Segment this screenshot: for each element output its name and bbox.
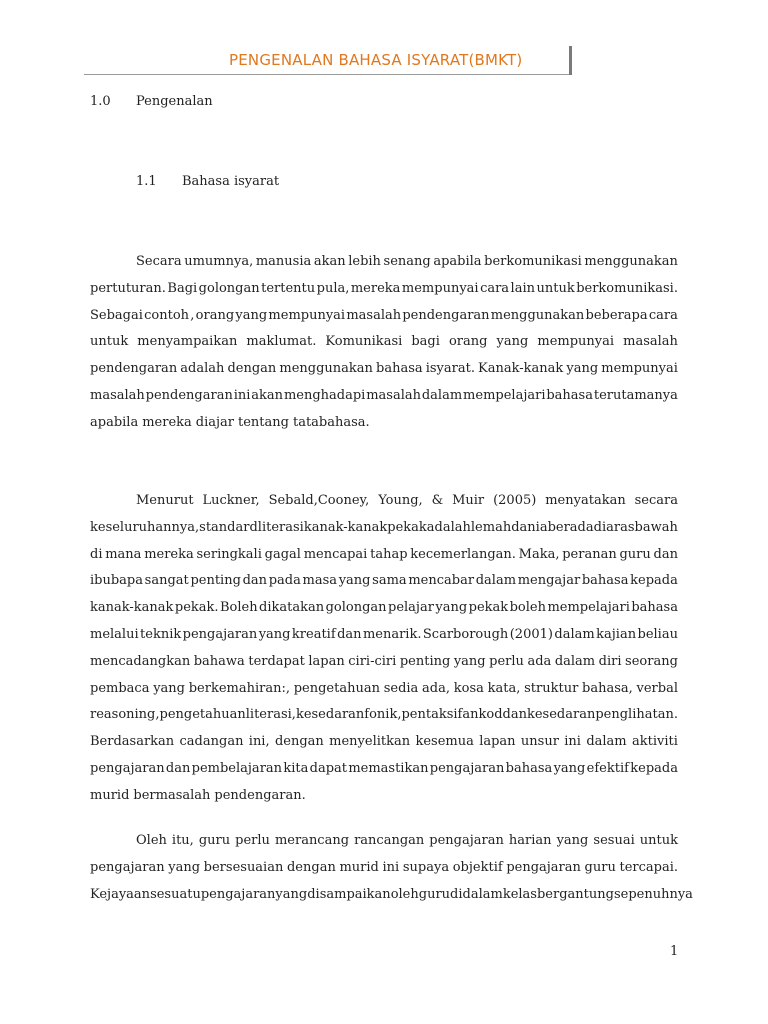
word: masa: [302, 573, 338, 589]
word: (2005): [493, 493, 537, 508]
word: mempunyai: [268, 307, 346, 323]
word: itu,: [171, 833, 194, 848]
word: tahap: [370, 546, 408, 562]
word: ini,: [248, 734, 270, 750]
word: pengajaran: [429, 760, 505, 776]
word: yang: [258, 626, 291, 642]
word: cara: [480, 280, 510, 296]
word: struktur: [524, 680, 579, 696]
word: yang: [496, 334, 529, 350]
word: mempunyai: [601, 361, 678, 377]
word: berkemahiran:,: [188, 680, 290, 696]
word: tertentu: [261, 280, 316, 296]
word: berkomunikasi.: [576, 280, 678, 296]
word: yang: [235, 307, 268, 323]
word: pengetahuan: [293, 680, 380, 696]
word: mencadangkan: [90, 653, 191, 669]
paragraph-1: [90, 249, 678, 437]
word: contoh: [144, 307, 190, 323]
word: dapat: [309, 760, 348, 776]
word: dan: [242, 573, 268, 589]
word: bahasa: [631, 600, 678, 616]
word: pekak.: [174, 600, 219, 616]
word: lapan: [308, 653, 345, 669]
word: masalah: [346, 307, 402, 323]
word: sedia: [383, 680, 419, 696]
word: Berdasarkan: [90, 734, 175, 750]
paragraph-line: [90, 488, 678, 515]
word: mempelajari: [463, 387, 546, 403]
word: kesedaran: [295, 707, 365, 723]
paragraph-line: [90, 595, 678, 622]
word: pendengaran: [90, 361, 178, 377]
word: mereka: [142, 414, 192, 430]
word: bahasa: [505, 760, 553, 776]
word: berada: [547, 519, 594, 535]
word: harian: [508, 833, 552, 848]
word: untuk: [90, 334, 129, 350]
word: golongan: [325, 600, 387, 616]
paragraph-2: [90, 488, 678, 810]
paragraph-line: [90, 702, 678, 729]
word: masalah: [623, 334, 678, 350]
word: bermasalah: [133, 787, 211, 803]
word: dalam: [586, 734, 627, 750]
word: Sebald,Cooney,: [268, 493, 370, 508]
word: mempunyai: [401, 280, 479, 296]
word: keseluruhannya,: [90, 519, 200, 535]
paragraph-3: [90, 828, 693, 908]
word: fonik,: [364, 707, 402, 723]
word: penting: [190, 573, 241, 589]
word: maklumat.: [246, 334, 317, 350]
word: masalah: [90, 387, 145, 403]
word: pekak: [468, 600, 509, 616]
word: pengetahuan: [159, 707, 246, 723]
word: menyatakan: [545, 493, 626, 508]
word: boleh: [509, 600, 546, 616]
section-number: 1.1: [136, 174, 157, 189]
word: dalam: [554, 653, 596, 669]
word: orang: [448, 334, 488, 350]
paragraph-line: [90, 356, 678, 383]
word: pengajaran: [90, 760, 165, 776]
word: ini: [382, 859, 400, 875]
word: &: [431, 493, 444, 508]
word: peranan: [562, 546, 617, 562]
word: menggunakan: [279, 361, 373, 377]
word: Menurut: [136, 493, 194, 508]
word: pentaksifan: [401, 707, 479, 723]
word: senang: [383, 254, 431, 269]
word: dan: [511, 519, 536, 535]
word: bahasa: [376, 361, 423, 377]
word: pendengaran: [145, 387, 233, 403]
word: masalah: [366, 387, 421, 403]
word: perlu: [489, 653, 524, 669]
word: kelasbergantung: [502, 886, 614, 902]
word: diajar: [195, 414, 235, 430]
word: dengan: [286, 859, 336, 875]
word: sesuatu: [150, 886, 201, 902]
word: pada: [268, 573, 301, 589]
word: menyampaikan: [137, 334, 238, 350]
word: seorang: [625, 653, 678, 669]
word: kreatif: [291, 626, 336, 642]
word: menggunakan: [584, 254, 678, 269]
word: merancang: [274, 833, 350, 848]
word: kajian: [596, 626, 637, 642]
word: sama: [372, 573, 407, 589]
word: Scarborough: [422, 626, 509, 642]
word: guru: [584, 859, 616, 875]
word: pelajar: [388, 600, 434, 616]
word: tatabahasa.: [292, 414, 370, 430]
word: dan: [165, 760, 191, 776]
word: yang: [553, 760, 586, 776]
section-title: Pengenalan: [136, 94, 213, 109]
word: bawah: [634, 519, 678, 535]
word: dengan: [227, 361, 277, 377]
word: lebih: [348, 254, 381, 269]
paragraph-line: [90, 756, 678, 783]
page-number: 1: [670, 944, 679, 959]
word: di: [90, 546, 103, 562]
word: terdapat: [248, 653, 305, 669]
word: Oleh: [136, 833, 167, 848]
word: ini: [233, 387, 251, 403]
word: verbal: [636, 680, 678, 696]
word: Secara: [136, 254, 182, 269]
paragraph-line: [90, 649, 678, 676]
word: pengajaran: [429, 833, 504, 848]
word: yang: [556, 833, 589, 848]
paragraph-line: [90, 783, 678, 810]
word: supaya: [402, 859, 450, 875]
paragraph-line: [90, 542, 678, 569]
word: di: [593, 519, 607, 535]
word: lain: [510, 280, 535, 296]
word: Kejayaan: [90, 886, 151, 902]
word: pengajaran: [200, 886, 276, 902]
word: sesuai: [593, 833, 635, 848]
word: untuk: [536, 280, 575, 296]
header-bar: [569, 46, 572, 75]
word: sangat: [144, 573, 189, 589]
word: dikatakan: [259, 600, 325, 616]
word: mencapai: [303, 546, 368, 562]
word: bagi: [411, 334, 440, 350]
paragraph-line: [90, 729, 678, 756]
word: isyarat.: [425, 361, 475, 377]
section-number: 1.0: [90, 94, 111, 109]
word: mana: [105, 546, 142, 562]
word: pekak: [387, 519, 427, 535]
document-header-title: PENGENALAN BAHASA ISYARAT(BMKT): [229, 51, 523, 69]
word: mempunyai: [537, 334, 615, 350]
word: dan: [337, 626, 362, 642]
word: apabila: [433, 254, 482, 269]
word: bahasa: [581, 573, 629, 589]
word: manusia: [255, 254, 312, 269]
word: mereka: [144, 546, 194, 562]
paragraph-line: [90, 568, 678, 595]
word: mempelajari: [547, 600, 630, 616]
word: kosa: [453, 680, 484, 696]
word: Maka,: [518, 546, 560, 562]
paragraph-line: [90, 855, 678, 882]
word: guru: [619, 546, 651, 562]
word: efektif: [586, 760, 629, 776]
word: Young,: [378, 493, 423, 508]
word: reasoning,: [90, 707, 160, 723]
paragraph-line: [90, 329, 678, 356]
word: ada,: [422, 680, 451, 696]
word: adalah: [180, 361, 225, 377]
word: cara: [648, 307, 678, 323]
word: akan: [313, 254, 346, 269]
word: yang: [168, 859, 201, 875]
word: pertuturan.: [90, 280, 166, 296]
word: mencabar: [408, 573, 475, 589]
paragraph-line: [90, 303, 678, 330]
word: secara: [634, 493, 678, 508]
word: pembelajaran: [191, 760, 283, 776]
word: standard: [199, 519, 258, 535]
word: pula,: [316, 280, 350, 296]
word: lemah: [470, 519, 512, 535]
word: mereka: [350, 280, 401, 296]
word: diri: [598, 653, 622, 669]
word: literasi,: [245, 707, 296, 723]
word: yang: [435, 600, 468, 616]
word: Sebagai: [90, 307, 143, 323]
word: pendengaran: [402, 307, 490, 323]
paragraph-line: [90, 882, 693, 909]
section-title: Bahasa isyarat: [182, 174, 280, 189]
word: aras: [606, 519, 635, 535]
paragraph-line: [90, 383, 678, 410]
word: menghadapi: [283, 387, 366, 403]
word: penglihatan.: [595, 707, 678, 723]
word: tercapai.: [619, 859, 678, 875]
word: Komunikasi: [325, 334, 403, 350]
word: dan: [502, 707, 527, 723]
word: kesemua: [415, 734, 474, 750]
word: menggunakan: [490, 307, 585, 323]
word: kesedaran: [526, 707, 596, 723]
word: di: [450, 886, 463, 902]
word: pengajaran: [90, 859, 165, 875]
word: memastikan: [348, 760, 429, 776]
word: menarik.: [362, 626, 422, 642]
word: ada: [527, 653, 552, 669]
word: Luckner,: [202, 493, 260, 508]
paragraph-line: [90, 410, 678, 437]
word: rancangan: [354, 833, 425, 848]
word: Bagi: [167, 280, 198, 296]
word: ciri-ciri: [348, 653, 397, 669]
word: teknik: [140, 626, 182, 642]
word: yang: [453, 653, 486, 669]
word: oleh: [390, 886, 419, 902]
word: kod: [478, 707, 503, 723]
word: dan: [653, 546, 678, 562]
word: yang: [153, 680, 185, 696]
word: kepada: [630, 573, 678, 589]
word: murid: [339, 859, 379, 875]
word: dengan: [274, 734, 324, 750]
paragraph-line: [90, 828, 678, 855]
word: pengajaran: [506, 859, 581, 875]
word: yang: [275, 886, 308, 902]
word: beliau: [637, 626, 678, 642]
word: berkomunikasi: [484, 254, 582, 269]
word: tentang: [238, 414, 289, 430]
paragraph-line: [90, 676, 678, 703]
word: apabila: [90, 414, 139, 430]
word: seringkali: [196, 546, 262, 562]
paragraph-line: [90, 622, 678, 649]
word: mengajar: [517, 573, 581, 589]
word: ini: [564, 734, 581, 750]
word: Muir: [452, 493, 485, 508]
word: akan: [251, 387, 284, 403]
word: beberapa: [585, 307, 648, 323]
word: orang: [195, 307, 235, 323]
word: kecemerlangan.: [410, 546, 516, 562]
word: penting: [399, 653, 451, 669]
word: bahasa,: [582, 680, 633, 696]
word: Boleh: [219, 600, 258, 616]
word: adalah: [426, 519, 471, 535]
word: guru: [198, 833, 231, 848]
word: dalam: [421, 387, 463, 403]
word: melalui: [90, 626, 139, 642]
word: kepada: [630, 760, 678, 776]
word: sepenuhnya: [613, 886, 693, 902]
word: ,: [190, 307, 195, 323]
word: unsur: [520, 734, 559, 750]
word: lapan: [479, 734, 516, 750]
word: bersesuaian: [203, 859, 284, 875]
header-rule: [84, 74, 570, 75]
paragraph-line: [90, 249, 678, 276]
word: umumnya,: [184, 254, 254, 269]
word: (2001): [509, 626, 553, 642]
word: objektif: [452, 859, 503, 875]
word: literasi: [257, 519, 304, 535]
word: cadangan: [179, 734, 244, 750]
word: aktiviti: [631, 734, 678, 750]
word: ia: [535, 519, 548, 535]
word: gagal: [264, 546, 301, 562]
word: yang: [566, 361, 599, 377]
word: kita: [283, 760, 309, 776]
word: kanak-kanak: [303, 519, 388, 535]
word: pengajaran: [182, 626, 258, 642]
word: menyelitkan: [329, 734, 411, 750]
word: bahawa: [193, 653, 245, 669]
paragraph-line: [90, 515, 678, 542]
word: ibubapa: [90, 573, 143, 589]
word: pembaca: [90, 680, 150, 696]
word: kanak-kanak: [90, 600, 174, 616]
word: bahasa: [546, 387, 593, 403]
paragraph-line: [90, 276, 678, 303]
word: Kanak-kanak: [478, 361, 564, 377]
word: murid: [90, 787, 130, 803]
word: perlu: [235, 833, 270, 848]
word: disampaikan: [307, 886, 391, 902]
word: dalam: [462, 886, 503, 902]
word: terutamanya: [593, 387, 678, 403]
word: kata,: [487, 680, 521, 696]
word: dalam: [475, 573, 517, 589]
word: guru: [418, 886, 451, 902]
word: pendengaran.: [214, 787, 306, 803]
word: golongan: [198, 280, 260, 296]
word: untuk: [639, 833, 678, 848]
word: dalam: [554, 626, 595, 642]
word: yang: [338, 573, 371, 589]
